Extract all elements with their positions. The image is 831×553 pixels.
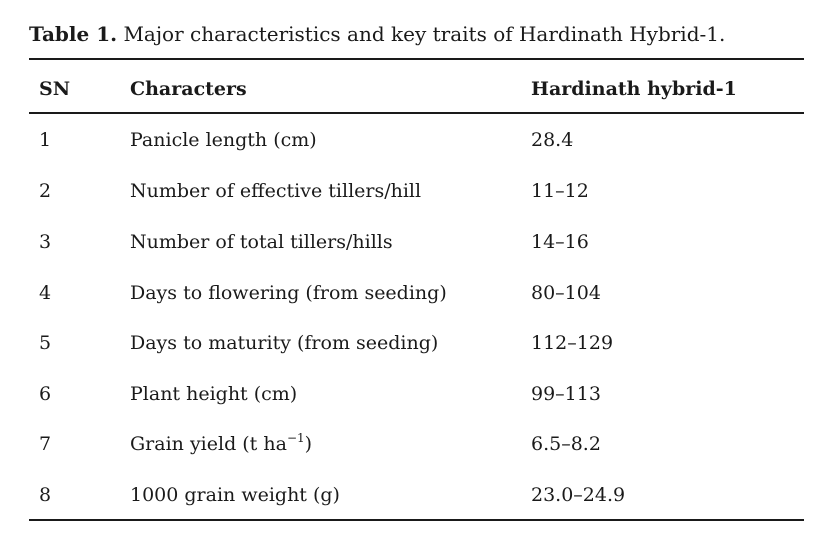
row-value: 23.0–24.9 <box>531 484 626 506</box>
row-character: Days to maturity (from seeding) <box>130 332 439 354</box>
table-row <box>0 368 831 418</box>
table-row <box>0 267 831 317</box>
header-sn: SN <box>39 78 71 100</box>
row-sn: 6 <box>39 383 52 405</box>
caption-label: Table 1. <box>29 22 118 46</box>
row-value: 99–113 <box>531 383 601 405</box>
row-sn: 7 <box>39 433 52 455</box>
row-character-text: Grain yield (t ha <box>130 433 287 455</box>
row-sn: 5 <box>39 332 52 354</box>
row-character: Number of effective tillers/hill <box>130 180 422 202</box>
row-sn: 4 <box>39 282 52 304</box>
row-character: Days to flowering (from seeding) <box>130 282 447 304</box>
row-value: 80–104 <box>531 282 601 304</box>
table-row <box>0 418 831 468</box>
row-value: 14–16 <box>531 231 589 253</box>
row-sn: 8 <box>39 484 52 506</box>
table-row <box>0 114 831 164</box>
table-row <box>0 317 831 367</box>
row-character-superscript: −1 <box>286 430 305 445</box>
header-characters: Characters <box>130 78 247 100</box>
header-hardinath-hybrid-1: Hardinath hybrid-1 <box>531 78 737 100</box>
row-value: 112–129 <box>531 332 614 354</box>
row-value: 6.5–8.2 <box>531 433 601 455</box>
row-value: 11–12 <box>531 180 589 202</box>
row-sn: 1 <box>39 129 52 151</box>
table-caption <box>29 20 725 48</box>
row-sn: 3 <box>39 231 52 253</box>
caption-text: Major characteristics and key traits of Hardinath Hybrid-1. <box>123 22 726 46</box>
row-character: Plant height (cm) <box>130 383 298 405</box>
row-value: 28.4 <box>531 129 574 151</box>
table-header-row <box>0 60 831 112</box>
table-row <box>0 165 831 215</box>
row-sn: 2 <box>39 180 52 202</box>
row-character <box>130 432 312 456</box>
row-character: Panicle length (cm) <box>130 129 317 151</box>
row-character-suffix: ) <box>304 433 313 455</box>
row-character: 1000 grain weight (g) <box>130 484 340 506</box>
table-row <box>0 216 831 266</box>
bottom-rule <box>29 519 804 521</box>
row-character: Number of total tillers/hills <box>130 231 393 253</box>
table-row <box>0 469 831 519</box>
